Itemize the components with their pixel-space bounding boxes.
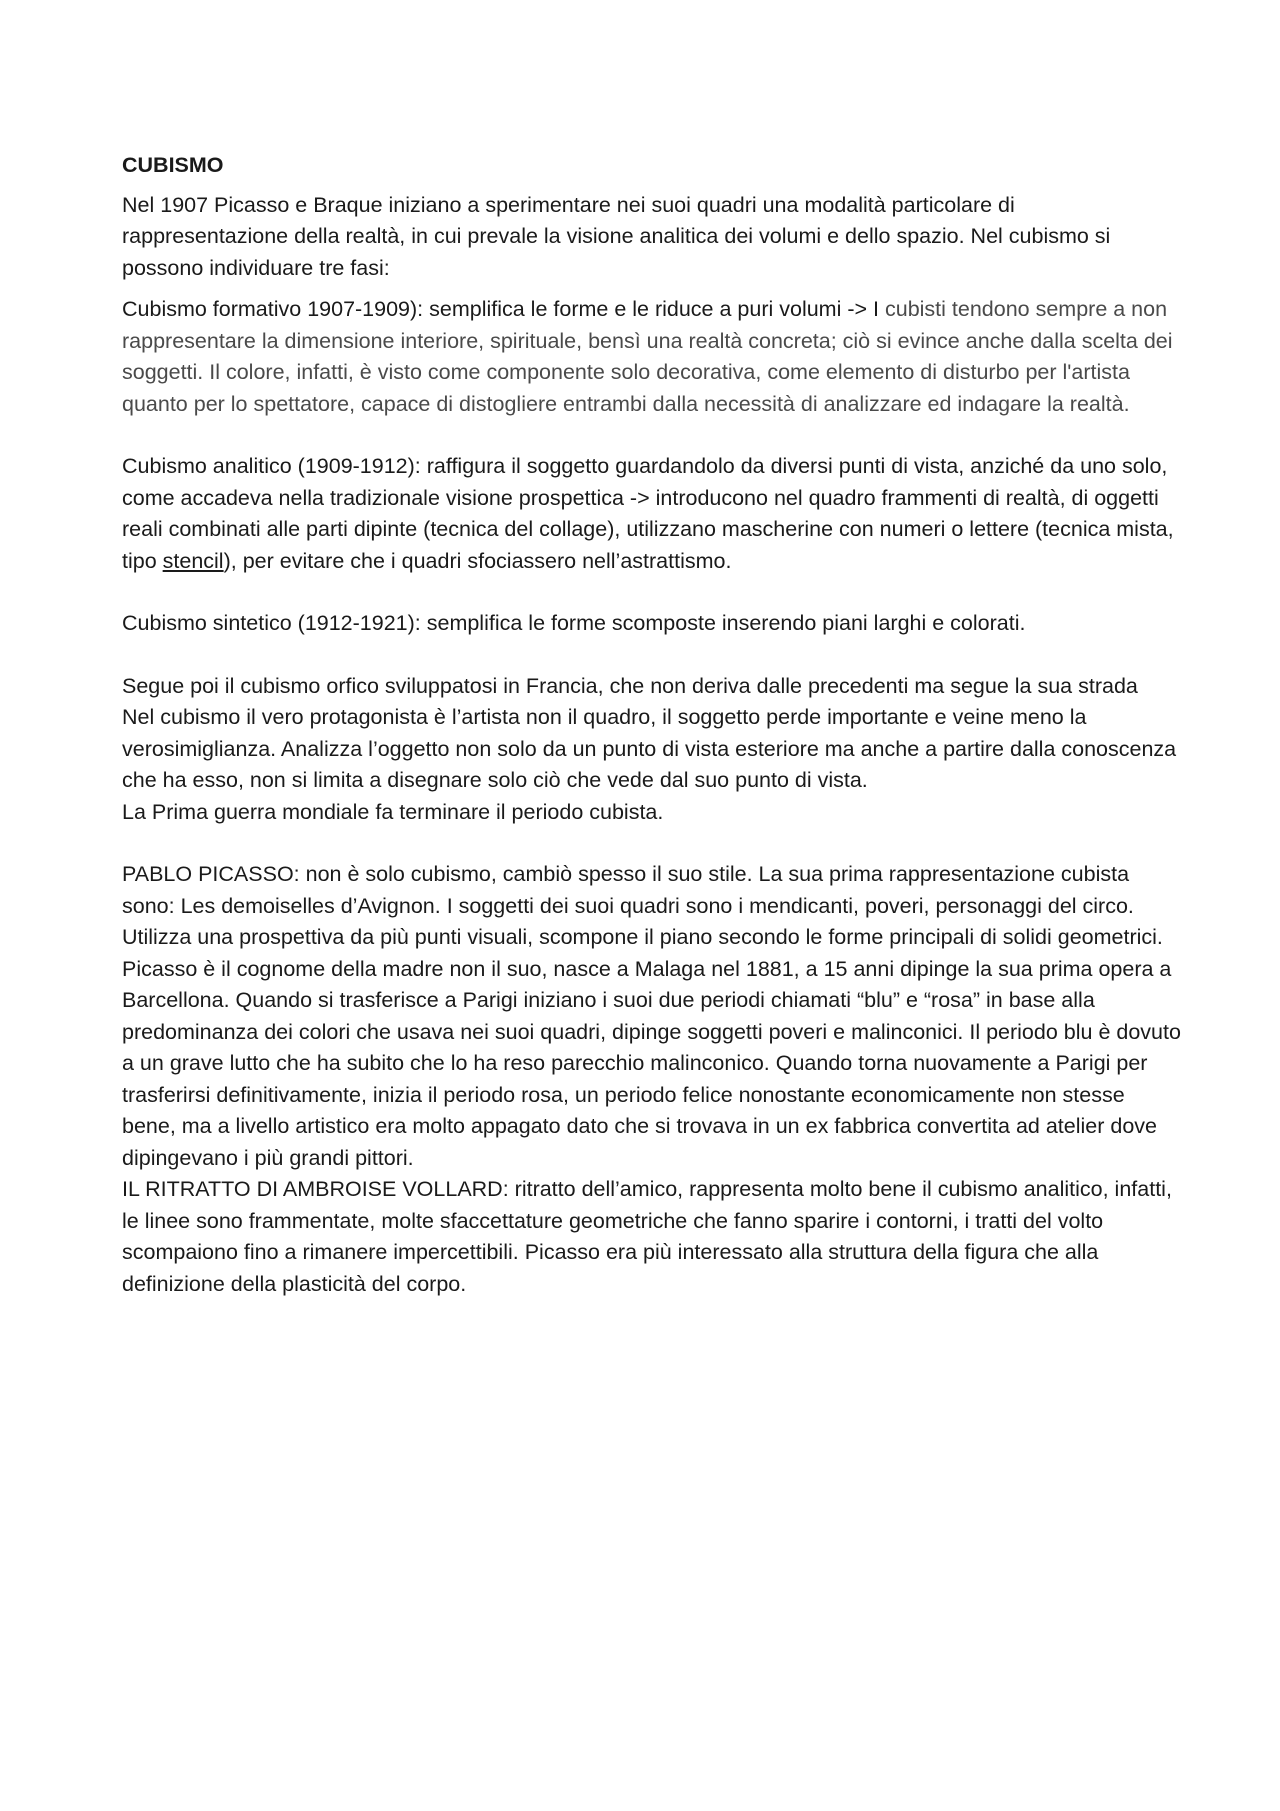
orfico-paragraph: Segue poi il cubismo orfico sviluppatosi in Francia, che non deriva dalle precedenti ma segue la sua strada — [122, 673, 1138, 698]
protagonista-paragraph: Nel cubismo il vero protagonista è l’artista non il quadro, il soggetto perde importante e veine meno la verosimiglianza. Analizza l’oggetto non solo da un punto di vista esteriore ma anche a partire dalla conoscenza che ha esso, non si limita a disegnare solo ciò che vede dal suo punto di vista. — [122, 705, 1177, 792]
formativo-paragraph — [122, 294, 1182, 420]
formativo-text-b: cubisti tendono sempre a non rappresentare la dimensione interiore, spirituale, bensì una realtà concreta; ciò si evince anche dalla scelta dei soggetti. Il colore, infatti, è visto come componente solo decorativa, come elemento di disturbo per l'artista quanto per lo spettatore, capace di distogliere entrambi dalla necessità di analizzare ed indagare la realtà. — [122, 297, 1173, 416]
analitico-text-a: Cubismo analitico (1909-1912): raffigura il soggetto guardandolo da diversi punti di vista, anziché da uno solo, come accadeva nella tradizionale visione prospettica -> introducono nel quadro frammenti di realtà, di oggetti reali combinati alle parti dipinte (tecnica del collage), utilizzano mascherine con numeri o lettere (tecnica mista, tipo — [122, 454, 1174, 573]
document-title: CUBISMO — [122, 153, 224, 177]
document-page — [122, 150, 1182, 1300]
analitico-paragraph — [122, 451, 1182, 577]
intro-text: Nel 1907 Picasso e Braque iniziano a sperimentare nei suoi quadri una modalità particolare di rappresentazione della realtà, in cui prevale la visione analitica dei volumi e dello spazio. Nel cubismo si possono individuare tre fasi: — [122, 192, 1111, 280]
sintetico-paragraph: Cubismo sintetico (1912-1921): semplifica le forme scomposte inserendo piani larghi e colorati. — [122, 611, 1026, 635]
intro-paragraph — [122, 190, 1182, 285]
guerra-paragraph: La Prima guerra mondiale fa terminare il periodo cubista. — [122, 799, 664, 824]
formativo-text-a: Cubismo formativo 1907-1909): semplifica le forme e le riduce a puri volumi -> I — [122, 297, 885, 321]
stencil-link[interactable]: stencil — [162, 548, 224, 573]
analitico-text-b: ), per evitare che i quadri sfociassero nell’astrattismo. — [223, 548, 732, 573]
picasso-paragraph: PABLO PICASSO: non è solo cubismo, cambiò spesso il suo stile. La sua prima rappresentazione cubista sono: Les demoiselles d’Avignon. I soggetti dei suoi quadri sono i mendicanti, poveri, personaggi del circo. Utilizza una prospettiva da più punti visuali, scompone il piano secondo le forme principali di solidi geometrici. Picasso è il cognome della madre non il suo, nasce a Malaga nel 1881, a 15 anni dipinge la sua prima opera a Barcellona. Quando si trasferisce a Parigi iniziano i suoi due periodi chiamati “blu” e “rosa” in base alla predominanza dei colori che usava nei suoi quadri, dipinge soggetti poveri e malinconici. Il periodo blu è dovuto a un grave lutto che ha subito che lo ha reso parecchio malinconico. Quando torna nuovamente a Parigi per trasferirsi definitivamente, inizia il periodo rosa, un periodo felice nonostante economicamente non stesse bene, ma a livello artistico era molto appagato dato che si trovava in un ex fabbrica convertita ad atelier dove dipingevano i più grandi pittori. — [122, 862, 1181, 1170]
vollard-paragraph: IL RITRATTO DI AMBROISE VOLLARD: ritratto dell’amico, rappresenta molto bene il cubismo analitico, infatti, le linee sono frammentate, molte sfaccettature geometriche che fanno sparire i contorni, i tratti del volto scompaiono fino a rimanere impercettibili. Picasso era più interessato alla struttura della figura che alla definizione della plasticità del corpo. — [122, 1177, 1172, 1296]
